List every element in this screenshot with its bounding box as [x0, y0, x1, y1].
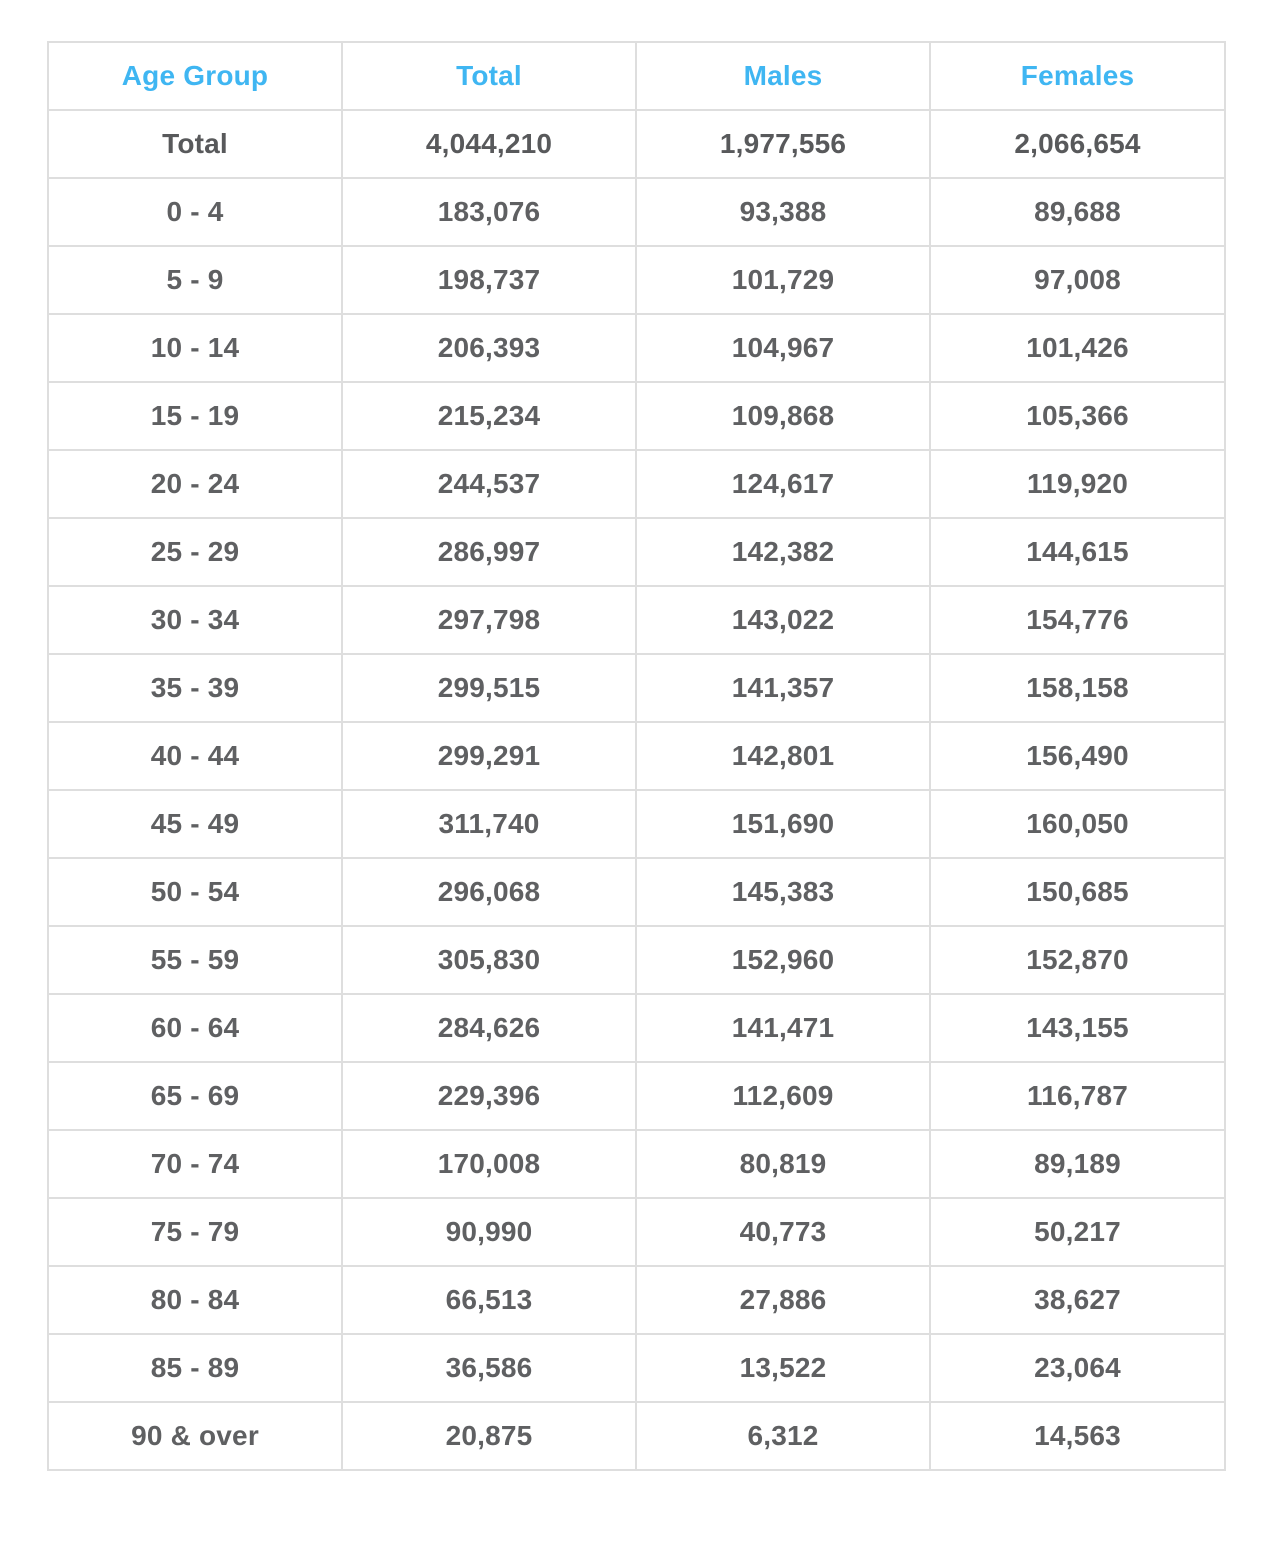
table-row [48, 1130, 1225, 1198]
total-cell: 215,234 [342, 382, 636, 450]
males-cell: 109,868 [636, 382, 930, 450]
males-cell: 27,886 [636, 1266, 930, 1334]
females-cell: 89,189 [930, 1130, 1225, 1198]
table-row [48, 1062, 1225, 1130]
total-cell: 299,515 [342, 654, 636, 722]
total-cell: 296,068 [342, 858, 636, 926]
total-cell: 311,740 [342, 790, 636, 858]
table-row [48, 926, 1225, 994]
table-row [48, 178, 1225, 246]
table-row [48, 1402, 1225, 1470]
table-row [48, 518, 1225, 586]
males-cell: 13,522 [636, 1334, 930, 1402]
table-row [48, 450, 1225, 518]
females-cell: 23,064 [930, 1334, 1225, 1402]
age-group-cell: 20 - 24 [48, 450, 342, 518]
total-cell: 198,737 [342, 246, 636, 314]
females-cell: 2,066,654 [930, 110, 1225, 178]
total-cell: 286,997 [342, 518, 636, 586]
age-group-cell: 90 & over [48, 1402, 342, 1470]
males-cell: 6,312 [636, 1402, 930, 1470]
females-cell: 105,366 [930, 382, 1225, 450]
age-group-cell: 50 - 54 [48, 858, 342, 926]
females-cell: 156,490 [930, 722, 1225, 790]
population-table [47, 41, 1226, 1471]
total-cell: 183,076 [342, 178, 636, 246]
males-cell: 112,609 [636, 1062, 930, 1130]
females-cell: 38,627 [930, 1266, 1225, 1334]
table-row [48, 1266, 1225, 1334]
total-cell: 284,626 [342, 994, 636, 1062]
females-cell: 50,217 [930, 1198, 1225, 1266]
header-row [48, 42, 1225, 110]
females-cell: 116,787 [930, 1062, 1225, 1130]
table-body [48, 110, 1225, 1470]
females-cell: 97,008 [930, 246, 1225, 314]
age-group-cell: 5 - 9 [48, 246, 342, 314]
males-cell: 40,773 [636, 1198, 930, 1266]
age-group-cell: 75 - 79 [48, 1198, 342, 1266]
table-row [48, 722, 1225, 790]
age-group-cell: 45 - 49 [48, 790, 342, 858]
table-row [48, 246, 1225, 314]
total-cell: 66,513 [342, 1266, 636, 1334]
females-cell: 158,158 [930, 654, 1225, 722]
females-cell: 160,050 [930, 790, 1225, 858]
header-males: Males [636, 42, 930, 110]
males-cell: 93,388 [636, 178, 930, 246]
males-cell: 142,382 [636, 518, 930, 586]
males-cell: 80,819 [636, 1130, 930, 1198]
age-group-cell: 80 - 84 [48, 1266, 342, 1334]
males-cell: 145,383 [636, 858, 930, 926]
age-group-cell: 0 - 4 [48, 178, 342, 246]
females-cell: 143,155 [930, 994, 1225, 1062]
males-cell: 142,801 [636, 722, 930, 790]
total-cell: 229,396 [342, 1062, 636, 1130]
males-cell: 104,967 [636, 314, 930, 382]
females-cell: 101,426 [930, 314, 1225, 382]
total-cell: 36,586 [342, 1334, 636, 1402]
age-group-cell: 65 - 69 [48, 1062, 342, 1130]
males-cell: 141,357 [636, 654, 930, 722]
age-group-cell: 70 - 74 [48, 1130, 342, 1198]
females-cell: 14,563 [930, 1402, 1225, 1470]
age-group-cell: 55 - 59 [48, 926, 342, 994]
females-cell: 152,870 [930, 926, 1225, 994]
age-group-cell: 25 - 29 [48, 518, 342, 586]
age-group-cell: 85 - 89 [48, 1334, 342, 1402]
table-row [48, 790, 1225, 858]
females-cell: 144,615 [930, 518, 1225, 586]
age-group-cell: 15 - 19 [48, 382, 342, 450]
table-row [48, 314, 1225, 382]
table-row [48, 1198, 1225, 1266]
total-cell: 244,537 [342, 450, 636, 518]
females-cell: 89,688 [930, 178, 1225, 246]
total-cell: 206,393 [342, 314, 636, 382]
header-females: Females [930, 42, 1225, 110]
total-cell: 299,291 [342, 722, 636, 790]
males-cell: 152,960 [636, 926, 930, 994]
total-cell: 4,044,210 [342, 110, 636, 178]
total-cell: 20,875 [342, 1402, 636, 1470]
table-row [48, 994, 1225, 1062]
males-cell: 101,729 [636, 246, 930, 314]
table-row [48, 382, 1225, 450]
population-table-container [47, 41, 1224, 1471]
females-cell: 150,685 [930, 858, 1225, 926]
age-group-cell: 30 - 34 [48, 586, 342, 654]
females-cell: 119,920 [930, 450, 1225, 518]
total-cell: 305,830 [342, 926, 636, 994]
total-cell: 90,990 [342, 1198, 636, 1266]
header-age-group: Age Group [48, 42, 342, 110]
males-cell: 143,022 [636, 586, 930, 654]
table-row [48, 1334, 1225, 1402]
males-cell: 141,471 [636, 994, 930, 1062]
males-cell: 151,690 [636, 790, 930, 858]
age-group-cell: 10 - 14 [48, 314, 342, 382]
table-row [48, 586, 1225, 654]
header-total: Total [342, 42, 636, 110]
females-cell: 154,776 [930, 586, 1225, 654]
total-cell: 297,798 [342, 586, 636, 654]
males-cell: 124,617 [636, 450, 930, 518]
total-row [48, 110, 1225, 178]
males-cell: 1,977,556 [636, 110, 930, 178]
total-cell: 170,008 [342, 1130, 636, 1198]
age-group-cell: 60 - 64 [48, 994, 342, 1062]
age-group-cell: 40 - 44 [48, 722, 342, 790]
age-group-cell: Total [48, 110, 342, 178]
table-row [48, 654, 1225, 722]
table-row [48, 858, 1225, 926]
age-group-cell: 35 - 39 [48, 654, 342, 722]
table-header [48, 42, 1225, 110]
